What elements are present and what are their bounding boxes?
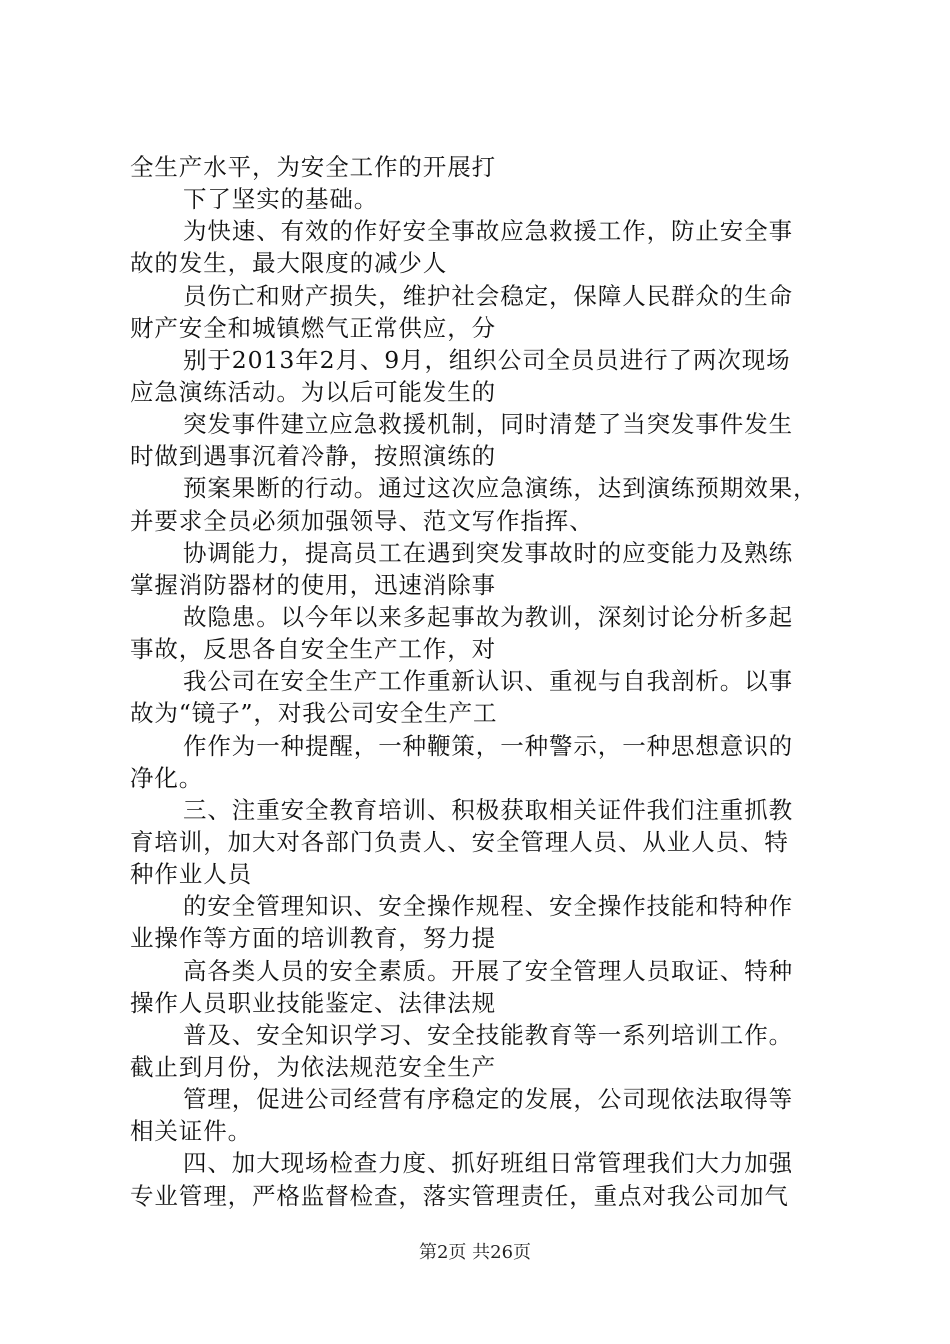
text-line: 预案果断的行动。通过这次应急演练，达到演练预期效果，	[183, 474, 818, 503]
text-line: 别于2013年2月、9月，组织公司全员员进行了两次现场	[183, 345, 791, 374]
text-line: 种作业人员	[130, 860, 252, 889]
page-number-footer: 第2页 共26页	[418, 1242, 532, 1263]
text-line: 截止到月份，为依法规范安全生产	[130, 1052, 496, 1081]
text-line: 故的发生，最大限度的减少人	[130, 249, 448, 278]
text-line: 高各类人员的安全素质。开展了安全管理人员取证、特种	[183, 956, 793, 985]
text-line: 并要求全员必须加强领导、范文写作指挥、	[130, 506, 594, 535]
text-line: 全生产水平，为安全工作的开展打	[130, 153, 496, 181]
text-line: 员伤亡和财产损失，维护社会稳定，保障人民群众的生命	[183, 281, 793, 310]
text-line: 事故，反思各自安全生产工作，对	[130, 635, 496, 664]
text-line: 下了坚实的基础。	[183, 185, 379, 214]
text-line: 相关证件。	[130, 1117, 252, 1146]
text-line: 协调能力，提高员工在遇到突发事故时的应变能力及熟练	[183, 538, 793, 567]
text-line: 业操作等方面的培训教育，努力提	[130, 924, 496, 953]
text-line: 时做到遇事沉着冷静，按照演练的	[130, 442, 496, 471]
text-line: 作作为一种提醒，一种鞭策，一种警示，一种思想意识的	[183, 731, 793, 760]
text-line: 管理，促进公司经营有序稳定的发展，公司现依法取得等	[183, 1085, 793, 1114]
document-body	[130, 151, 850, 1212]
text-line: 为快速、有效的作好安全事故应急救援工作，防止安全事	[183, 217, 793, 246]
text-line: 净化。	[130, 763, 204, 792]
text-line: 故隐患。以今年以来多起事故为教训，深刻讨论分析多起	[183, 602, 793, 631]
text-line: 突发事件建立应急救援机制，同时清楚了当突发事件发生	[183, 410, 793, 439]
text-line: 普及、安全知识学习、安全技能教育等一系列培训工作。	[183, 1020, 793, 1049]
text-line: 应急演练活动。为以后可能发生的	[130, 377, 496, 406]
text-line: 的安全管理知识、安全操作规程、安全操作技能和特种作	[183, 892, 793, 921]
text-line: 三、注重安全教育培训、积极获取相关证件我们注重抓教	[183, 795, 793, 824]
text-line: 掌握消防器材的使用，迅速消除事	[130, 570, 496, 599]
text-line: 专业管理，严格监督检查，落实管理责任，重点对我公司加气	[130, 1181, 789, 1210]
text-line: 育培训，加大对各部门负责人、安全管理人员、从业人员、特	[130, 827, 789, 856]
text-line: 故为“镜子”，对我公司安全生产工	[130, 699, 498, 728]
text-line: 我公司在安全生产工作重新认识、重视与自我剖析。以事	[183, 667, 793, 696]
text-line: 财产安全和城镇燃气正常供应，分	[130, 313, 496, 342]
text-line: 四、加大现场检查力度、抓好班组日常管理我们大力加强	[183, 1149, 793, 1178]
text-line: 操作人员职业技能鉴定、法律法规	[130, 988, 496, 1017]
